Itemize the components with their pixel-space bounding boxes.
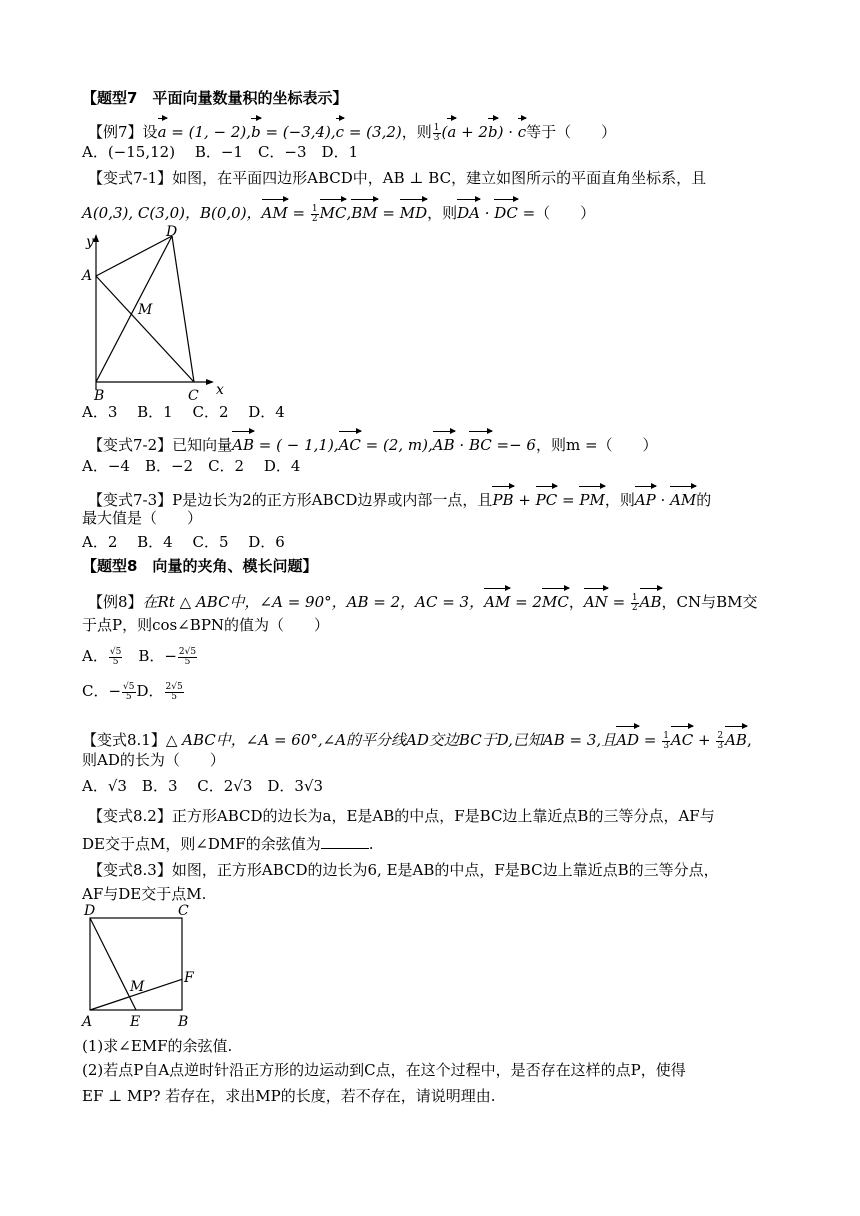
variant-8-2-line2	[82, 834, 373, 854]
label-D: D	[84, 903, 96, 919]
variant-8-2-text: 正方形ABCD的边长为a，E是AB的中点，F是BC边上靠近点B的三等分点，AF与	[171, 807, 715, 825]
then-text: ，则	[427, 204, 458, 222]
vector-AP: AP	[635, 484, 656, 510]
variant-7-1-line1	[88, 168, 706, 188]
variant-7-2-tag: 【变式7-2】	[88, 436, 173, 454]
label-F: F	[184, 970, 194, 986]
variant-8-2-tag: 【变式8.2】	[88, 807, 172, 825]
answer-blank[interactable]	[321, 848, 369, 849]
square-outline	[90, 918, 182, 1010]
label-x: x	[216, 382, 224, 398]
example-7	[88, 116, 616, 143]
variant-8-3-q2-line2: EF ⊥ MP? 若存在，求出MP的长度，若不存在，请说明理由.	[82, 1087, 496, 1105]
variant-8-1-tag: 【变式8.1】	[82, 731, 166, 749]
coordinates-text: A(0,3), C(3,0)，B(0,0)，	[82, 204, 262, 222]
section-heading-7: 【题型7 平面向量数量积的坐标表示】	[82, 89, 348, 107]
option-a-fraction: $\frac{√5}{5}$	[109, 646, 122, 667]
variant-8-1-options: A．√3 B．3 C．2√3 D．3√3	[82, 777, 324, 795]
vector-AB: AB	[725, 724, 747, 750]
fraction-one-half: $\frac{1}{2}$	[631, 592, 638, 613]
dot: ·	[655, 491, 671, 509]
paren-dot: ) ·	[497, 123, 518, 141]
example-8-text: 在Rt △ ABC中，∠A = 90°，AB = 2，AC = 3，	[142, 593, 485, 611]
variant-8-2-line1	[88, 806, 715, 826]
vector-DC: DC	[494, 197, 518, 223]
then-text: ，则	[604, 491, 635, 509]
label-C: C	[188, 388, 199, 404]
variant-7-2	[88, 429, 658, 455]
equals: =	[287, 204, 310, 222]
vector-AM: AM	[484, 586, 510, 612]
variant-7-1-tag: 【变式7-1】	[88, 169, 173, 187]
vector-AB: AB	[232, 429, 254, 455]
example-8-tag: 【例8】	[88, 593, 143, 611]
label-B: B	[94, 388, 105, 404]
example-7-text: 设	[142, 123, 158, 141]
example-8-line2: 于点P，则cos∠BPN的值为（ ）	[82, 616, 330, 634]
variant-7-3-options: A．2 B．4 C．5 D．6	[82, 533, 285, 551]
variant-7-3-line1	[88, 484, 711, 510]
label-B: B	[178, 1014, 189, 1030]
vector-a-value: = (1, − 2),	[166, 123, 252, 141]
vector-a: a	[447, 116, 456, 142]
segment-DE	[90, 918, 136, 1010]
option-c-fraction: $\frac{√5}{5}$	[123, 681, 135, 702]
variant-8-2-question: DE交于点M，则∠DMF的余弦值为	[82, 835, 321, 853]
section-heading-8: 【题型8 向量的夹角、模长问题】	[82, 557, 318, 575]
dot: ·	[454, 436, 469, 454]
vector-PM: PM	[579, 484, 604, 510]
option-d-label: D．	[136, 682, 164, 700]
fraction-two-thirds: $\frac{2}{3}$	[717, 730, 724, 751]
variant-8-3-text: 如图，正方形ABCD的边长为6, E是AB的中点，F是BC边上靠近点B的三等分点，	[171, 861, 719, 879]
example-7-tag: 【例7】	[88, 123, 143, 141]
label-M: M	[130, 979, 145, 995]
variant-8-3-q1: (1)求∠EMF的余弦值.	[82, 1037, 233, 1055]
equals: =	[557, 491, 580, 509]
vector-b-value: = (−3,4),	[260, 123, 336, 141]
vector-DA: DA	[457, 197, 480, 223]
vector-AB: AB	[433, 429, 455, 455]
vector-MC: MC	[320, 197, 347, 223]
variant-7-3-tag: 【变式7-3】	[88, 491, 173, 509]
vector-c-value: = (3,2)	[344, 123, 402, 141]
vector-BC: BC	[469, 429, 492, 455]
variant-8-1-line2: 则AD的长为（ ）	[82, 751, 225, 769]
vector-a: a	[158, 116, 167, 142]
vector-PB: PB	[492, 484, 513, 510]
variant-8-3-line2: AF与DE交于点M.	[82, 885, 207, 903]
option-a-label: A．	[82, 647, 108, 665]
option-d-fraction: $\frac{2√5}{5}$	[165, 681, 183, 702]
vector-AN: AN	[584, 586, 608, 612]
vector-MD: MD	[400, 197, 427, 223]
example-7-options: A．(−15,12) B．−1 C．−3 D．1	[82, 143, 359, 161]
variant-7-3-line2: 最大值是（ ）	[82, 509, 203, 527]
vector-AC: AC	[339, 429, 361, 455]
variant-8-1-text: △ ABC中，∠A = 60°,∠A的平分线AD交边BC于D,已知AB = 3,且	[165, 731, 617, 749]
variant-7-1-tail: =（ ）	[517, 204, 596, 222]
example-8-tail: ，CN与BM交	[661, 593, 758, 611]
vector-AM: AM	[670, 484, 696, 510]
variant-7-2-options: A．−4 B．−2 C．2 D．4	[82, 457, 301, 475]
example-7-tail: 等于（ ）	[526, 123, 617, 141]
option-c-label: C．−	[82, 682, 122, 700]
label-C: C	[178, 903, 189, 919]
variant-7-1-line2	[82, 197, 595, 224]
plus: +	[513, 491, 536, 509]
comma: ,	[746, 731, 752, 749]
variant-7-2-text: 已知向量	[172, 436, 233, 454]
fraction-one-third: $\frac{1}{3}$	[663, 730, 669, 751]
segment-BD	[96, 236, 172, 382]
vector-AB: AB	[640, 586, 662, 612]
dot-product-value: =− 6	[491, 436, 536, 454]
label-E: E	[130, 1014, 141, 1030]
comma: ，	[568, 593, 584, 611]
comma: ,	[346, 204, 352, 222]
segment-DC	[172, 236, 194, 382]
segment-AD	[96, 236, 172, 276]
example-8-line1	[88, 586, 757, 613]
variant-7-2-tail: ，则m =（ ）	[535, 436, 658, 454]
variant-8-3-tag: 【变式8.3】	[88, 861, 172, 879]
vector-AB-value: = ( − 1,1),	[254, 436, 339, 454]
equals: =	[639, 731, 662, 749]
then-text: ，则	[401, 123, 432, 141]
segment-AC	[96, 276, 194, 382]
period: .	[368, 835, 374, 853]
variant-8-1-line1	[82, 724, 752, 751]
vector-AC: AC	[671, 724, 693, 750]
vector-AC-value: = (2, m),	[360, 436, 433, 454]
dot: ·	[479, 204, 495, 222]
vector-PC: PC	[536, 484, 558, 510]
label-M: M	[138, 302, 153, 318]
variant-8-3-line1	[88, 860, 719, 880]
vector-b: b	[488, 116, 498, 142]
variant-8-3-q2-line1: (2)若点P自A点逆时针沿正方形的边运动到C点，在这个过程中，是否存在这样的点P，使得	[82, 1061, 686, 1079]
example-8-options-cd	[82, 681, 185, 702]
option-b-label: B．−	[123, 647, 177, 665]
plus-two: + 2	[456, 123, 488, 141]
vector-b: b	[251, 116, 261, 142]
variant-7-1-options: A．3 B．1 C．2 D．4	[82, 403, 285, 421]
variant-7-3-text: P是边长为2的正方形ABCD边界或内部一点，且	[172, 491, 493, 509]
equals-two: = 2	[510, 593, 542, 611]
vector-AM: AM	[262, 197, 288, 223]
plus: +	[693, 731, 716, 749]
vector-c: c	[518, 116, 526, 142]
variant-7-1-text: 如图，在平面四边形ABCD中，AB ⊥ BC，建立如图所示的平面直角坐标系，且	[172, 169, 707, 187]
equals: =	[377, 204, 400, 222]
label-y: y	[86, 234, 94, 250]
equals: =	[607, 593, 630, 611]
vector-MC: MC	[542, 586, 569, 612]
fraction-one-third: $\frac{1}{3}$	[433, 122, 440, 143]
vector-BM: BM	[351, 197, 377, 223]
label-A: A	[82, 268, 93, 284]
vector-AD: AD	[616, 724, 639, 750]
example-8-options-ab	[82, 646, 198, 667]
fraction-one-half: $\frac{1}{2}$	[311, 203, 318, 224]
variant-7-3-tail: 的	[696, 491, 712, 509]
label-A: A	[82, 1014, 93, 1030]
x-axis-arrow-icon	[206, 379, 214, 385]
figure-quadrilateral-abcd	[78, 222, 228, 404]
label-D: D	[166, 224, 178, 240]
figure-square-abcd	[78, 902, 206, 1030]
vector-c: c	[336, 116, 344, 142]
paren: (	[441, 123, 448, 141]
option-b-fraction: $\frac{2√5}{5}$	[178, 646, 197, 667]
